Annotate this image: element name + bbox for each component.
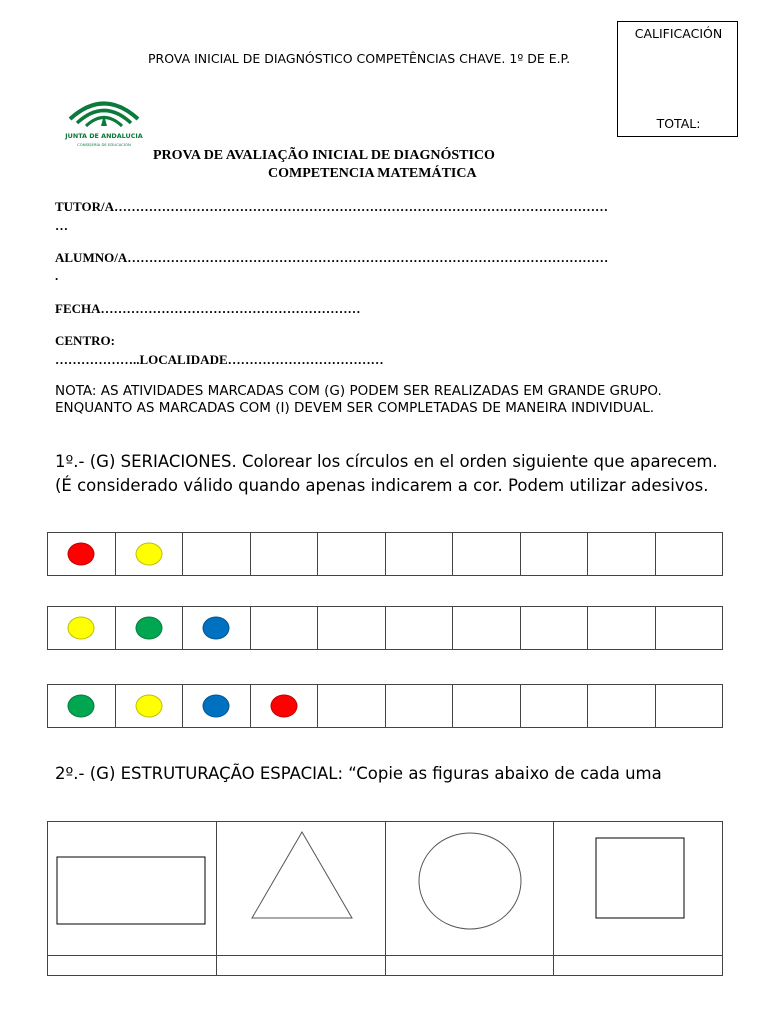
question-2: 2º.- (G) ESTRUTURAÇÃO ESPACIAL: “Copie as figuras abaixo de cada uma: [55, 764, 662, 783]
color-circle-icon: [68, 617, 95, 640]
title-line-1: PROVA DE AVALIAÇÃO INICIAL DE DIAGNÓSTICO: [153, 148, 495, 163]
svg-text:JUNTA DE ANDALUCIA: JUNTA DE ANDALUCIA: [65, 132, 143, 140]
empty-cell[interactable]: [521, 533, 589, 575]
sequence-row-2: [47, 606, 723, 650]
color-circle-icon: [135, 617, 162, 640]
nota-text: NOTA: AS ATIVIDADES MARCADAS COM (G) PODEM SER REALIZADAS EM GRANDE GRUPO. ENQUANTO AS MARCADAS COM (I) DEVEM SER COMPLETADAS DE MANEIRA INDIVIDUAL.: [55, 383, 662, 416]
fecha-field[interactable]: FECHA……………………………………………………: [55, 301, 361, 316]
localidade-field[interactable]: ………………..LOCALIDADE………………………………: [55, 352, 384, 367]
title-line-2: COMPETENCIA MATEMÁTICA: [268, 166, 477, 181]
sequence-row-3: [47, 684, 723, 728]
empty-cell[interactable]: [386, 607, 454, 649]
shape-column-square: [554, 822, 722, 975]
question-1: 1º.- (G) SERIACIONES. Colorear los círculos en el orden siguiente que aparecem. (É considerado válido quando apenas indicarem a cor. Podem utilizar adesivos.: [55, 452, 718, 495]
colored-circle-cell: [183, 685, 251, 727]
colored-circle-cell: [116, 685, 184, 727]
junta-de-andalucia-logo: [64, 92, 144, 152]
empty-cell[interactable]: [453, 607, 521, 649]
square-icon: [554, 822, 722, 955]
empty-cell[interactable]: [251, 533, 319, 575]
colored-circle-cell: [48, 607, 116, 649]
header-title: PROVA INICIAL DE DIAGNÓSTICO COMPETÊNCIAS CHAVE. 1º DE E.P.: [148, 51, 571, 66]
empty-cell[interactable]: [656, 533, 723, 575]
shape-column-triangle: [217, 822, 386, 975]
grade-label: CALIFICACIÓN: [634, 26, 723, 41]
shapes-table: [47, 821, 723, 976]
colored-circle-cell: [48, 685, 116, 727]
empty-cell[interactable]: [656, 685, 723, 727]
colored-circle-cell: [116, 607, 184, 649]
centro-field[interactable]: CENTRO:: [55, 333, 115, 348]
svg-text:CONSEJERÍA DE EDUCACIÓN: CONSEJERÍA DE EDUCACIÓN: [77, 142, 131, 147]
color-circle-icon: [203, 695, 230, 718]
rectangle-icon: [48, 822, 216, 955]
shape-column-rectangle: [48, 822, 217, 975]
empty-cell[interactable]: [453, 533, 521, 575]
model-cell: [386, 822, 554, 956]
tutor-field[interactable]: TUTOR/A……………………………………………………………………………………………………: [55, 199, 608, 214]
empty-cell[interactable]: [521, 685, 589, 727]
color-circle-icon: [270, 695, 297, 718]
colored-circle-cell: [116, 533, 184, 575]
empty-cell[interactable]: [656, 607, 723, 649]
circle-icon: [386, 822, 554, 955]
alumno-field[interactable]: ALUMNO/A…………………………………………………………………………………………………: [55, 250, 609, 265]
triangle-icon: [217, 822, 385, 955]
empty-cell[interactable]: [251, 607, 319, 649]
total-label: TOTAL:: [656, 116, 701, 131]
color-circle-icon: [135, 695, 162, 718]
empty-cell[interactable]: [183, 533, 251, 575]
alumno-field-cont: .: [55, 268, 59, 283]
empty-cell[interactable]: [318, 533, 386, 575]
model-cell: [554, 822, 722, 956]
colored-circle-cell: [183, 607, 251, 649]
empty-cell[interactable]: [453, 685, 521, 727]
colored-circle-cell: [251, 685, 319, 727]
color-circle-icon: [135, 543, 162, 566]
tutor-field-cont: …: [55, 218, 68, 233]
model-cell: [217, 822, 385, 956]
color-circle-icon: [203, 617, 230, 640]
sequence-row-1: [47, 532, 723, 576]
empty-cell[interactable]: [588, 685, 656, 727]
empty-cell[interactable]: [386, 533, 454, 575]
color-circle-icon: [68, 695, 95, 718]
empty-cell[interactable]: [588, 607, 656, 649]
empty-cell[interactable]: [386, 685, 454, 727]
empty-cell[interactable]: [588, 533, 656, 575]
colored-circle-cell: [48, 533, 116, 575]
empty-cell[interactable]: [318, 685, 386, 727]
empty-cell[interactable]: [521, 607, 589, 649]
model-cell: [48, 822, 216, 956]
shape-column-circle: [386, 822, 555, 975]
empty-cell[interactable]: [318, 607, 386, 649]
color-circle-icon: [68, 543, 95, 566]
grade-box: [617, 21, 738, 137]
